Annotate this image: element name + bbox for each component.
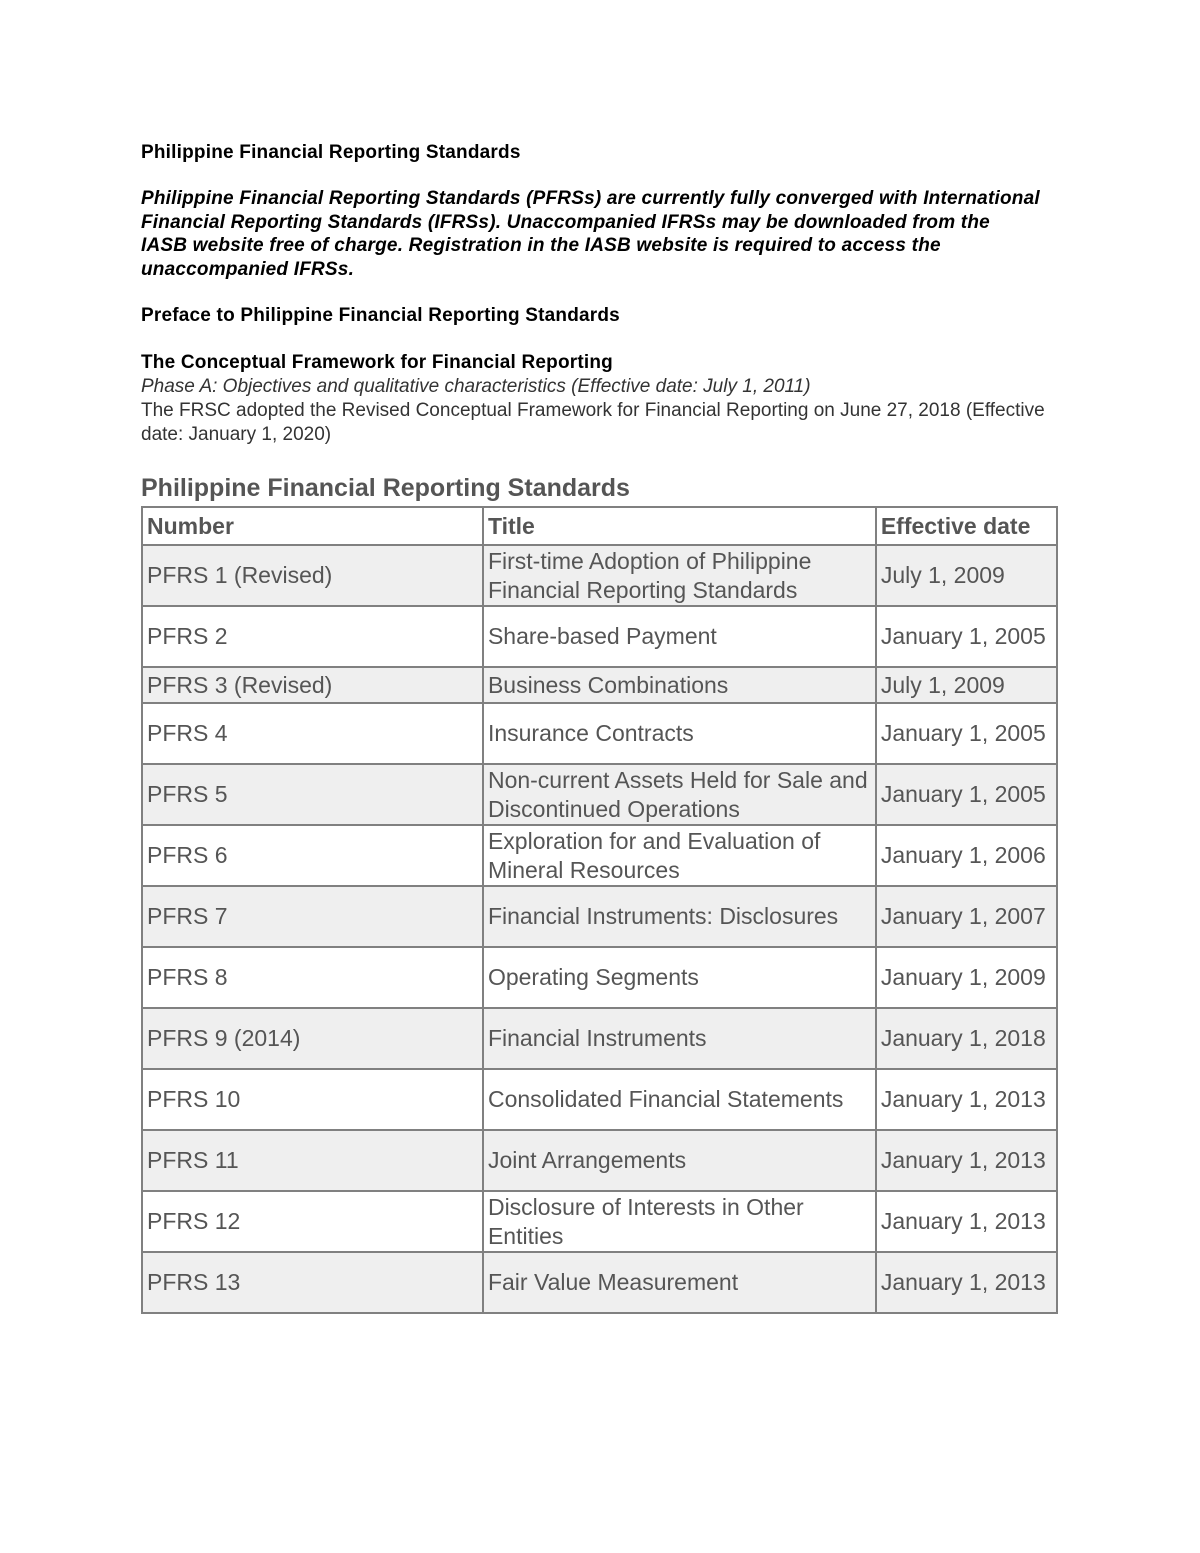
preface-heading: Preface to Philippine Financial Reporting Standards: [141, 305, 620, 326]
table-row: [142, 947, 1057, 1008]
cell-date: January 1, 2013: [876, 1252, 1057, 1313]
cell-number: PFRS 7: [142, 886, 483, 947]
cell-number: PFRS 3 (Revised): [142, 667, 483, 703]
table-row: [142, 886, 1057, 947]
cell-title: Fair Value Measurement: [483, 1252, 876, 1313]
cell-date: January 1, 2013: [876, 1191, 1057, 1252]
cell-date: January 1, 2013: [876, 1069, 1057, 1130]
cell-number: PFRS 4: [142, 703, 483, 764]
cell-title: Insurance Contracts: [483, 703, 876, 764]
table-row: [142, 545, 1057, 606]
cell-date: January 1, 2005: [876, 764, 1057, 825]
cell-number: PFRS 2: [142, 606, 483, 667]
table-title: Philippine Financial Reporting Standards: [141, 474, 630, 502]
table-row: [142, 1069, 1057, 1130]
cell-date: July 1, 2009: [876, 667, 1057, 703]
cell-title: Non-current Assets Held for Sale and Discontinued Operations: [483, 764, 876, 825]
cell-number: PFRS 11: [142, 1130, 483, 1191]
cell-date: July 1, 2009: [876, 545, 1057, 606]
cell-title: Joint Arrangements: [483, 1130, 876, 1191]
header-title: Title: [483, 507, 876, 545]
cell-number: PFRS 8: [142, 947, 483, 1008]
table-row: [142, 1008, 1057, 1069]
cell-number: PFRS 9 (2014): [142, 1008, 483, 1069]
cell-date: January 1, 2005: [876, 703, 1057, 764]
conceptual-framework-revised: The FRSC adopted the Revised Conceptual Framework for Financial Reporting on June 27, 2018 (Effective date: January 1, 2020): [141, 400, 1045, 445]
header-number: Number: [142, 507, 483, 545]
table-row: [142, 1130, 1057, 1191]
cell-title: Consolidated Financial Statements: [483, 1069, 876, 1130]
cell-number: PFRS 13: [142, 1252, 483, 1313]
cell-date: January 1, 2009: [876, 947, 1057, 1008]
cell-title: Financial Instruments: [483, 1008, 876, 1069]
table-header-row: [142, 507, 1057, 545]
table-row: [142, 825, 1057, 886]
header-effective-date: Effective date: [876, 507, 1057, 545]
table-row: [142, 764, 1057, 825]
cell-number: PFRS 1 (Revised): [142, 545, 483, 606]
cell-number: PFRS 10: [142, 1069, 483, 1130]
conceptual-framework-title: The Conceptual Framework for Financial Reporting: [141, 352, 613, 373]
cell-date: January 1, 2006: [876, 825, 1057, 886]
cell-number: PFRS 6: [142, 825, 483, 886]
cell-date: January 1, 2005: [876, 606, 1057, 667]
table-row: [142, 703, 1057, 764]
cell-date: January 1, 2013: [876, 1130, 1057, 1191]
cell-title: Business Combinations: [483, 667, 876, 703]
table-row: [142, 1191, 1057, 1252]
cell-title: Operating Segments: [483, 947, 876, 1008]
conceptual-framework-phase-a: Phase A: Objectives and qualitative characteristics (Effective date: July 1, 2011): [141, 376, 811, 397]
cell-title: Disclosure of Interests in Other Entities: [483, 1191, 876, 1252]
cell-number: PFRS 12: [142, 1191, 483, 1252]
cell-date: January 1, 2018: [876, 1008, 1057, 1069]
document-page: [141, 141, 1059, 1314]
table-row: [142, 606, 1057, 667]
cell-title: Financial Instruments: Disclosures: [483, 886, 876, 947]
cell-title: Exploration for and Evaluation of Mineral Resources: [483, 825, 876, 886]
page-heading: Philippine Financial Reporting Standards: [141, 142, 521, 163]
cell-number: PFRS 5: [142, 764, 483, 825]
table-row: [142, 1252, 1057, 1313]
cell-title: Share-based Payment: [483, 606, 876, 667]
intro-paragraph: Philippine Financial Reporting Standards (PFRSs) are currently fully converged with International Financial Reporting Standards (IFRSs). Unaccompanied IFRSs may be downloaded from the IASB website free of charge. Registration in the IASB website is required to access the unaccompanied IFRSs.: [141, 188, 1040, 280]
cell-title: First-time Adoption of Philippine Financial Reporting Standards: [483, 545, 876, 606]
pfrs-table: [141, 506, 1058, 1314]
table-row: [142, 667, 1057, 703]
cell-date: January 1, 2007: [876, 886, 1057, 947]
